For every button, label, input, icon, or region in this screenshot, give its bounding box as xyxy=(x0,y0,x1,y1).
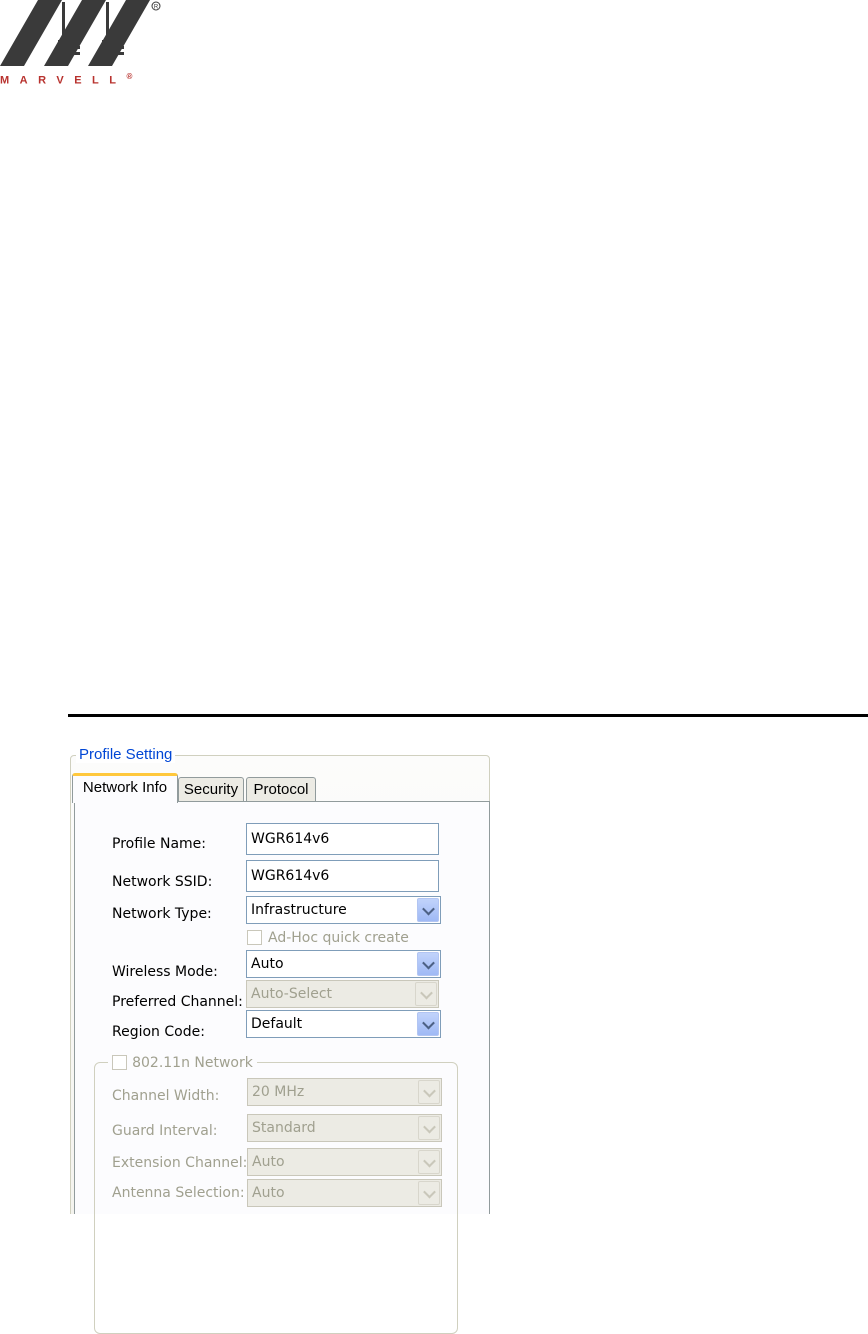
network-type-select[interactable] xyxy=(246,896,441,924)
horizontal-rule xyxy=(68,714,868,717)
guard-interval-dropdown-button[interactable] xyxy=(418,1116,440,1140)
tab-security[interactable]: Security xyxy=(178,777,244,801)
preferred-channel-value: Auto-Select xyxy=(251,986,333,1002)
region-code-dropdown-button[interactable] xyxy=(417,1012,439,1036)
marvell-logo-mark xyxy=(0,0,170,72)
chevron-down-icon xyxy=(420,986,433,999)
channel-width-value: 20 MHz xyxy=(252,1084,305,1100)
n-network-header xyxy=(108,1052,257,1072)
wireless-mode-dropdown-button[interactable] xyxy=(417,952,439,976)
antenna-selection-dropdown-button[interactable] xyxy=(418,1181,440,1205)
channel-width-label: Channel Width: xyxy=(112,1088,220,1104)
region-code-select[interactable] xyxy=(246,1010,441,1038)
profile-name-label: Profile Name: xyxy=(112,836,207,852)
chevron-down-icon xyxy=(423,1185,436,1198)
wireless-mode-select[interactable] xyxy=(246,950,441,978)
profile-name-input[interactable]: WGR614v6 xyxy=(246,823,439,855)
group-title: Profile Setting xyxy=(76,746,175,763)
guard-interval-label: Guard Interval: xyxy=(112,1123,218,1139)
chevron-down-icon xyxy=(422,956,435,969)
antenna-selection-select[interactable] xyxy=(247,1179,442,1207)
chevron-down-icon xyxy=(423,1120,436,1133)
marvell-wordmark xyxy=(0,72,170,87)
n-network-label: 802.11n Network xyxy=(132,1054,253,1071)
antenna-selection-label: Antenna Selection: xyxy=(112,1185,245,1201)
region-code-value: Default xyxy=(251,1016,303,1032)
extension-channel-select[interactable] xyxy=(247,1148,442,1176)
preferred-channel-select[interactable] xyxy=(246,980,439,1008)
brand-name: MARVELL xyxy=(0,74,127,87)
wireless-mode-value: Auto xyxy=(251,956,284,972)
network-type-label: Network Type: xyxy=(112,906,212,922)
network-type-dropdown-button[interactable] xyxy=(417,898,439,922)
tab-protocol[interactable]: Protocol xyxy=(246,777,316,801)
chevron-down-icon xyxy=(423,1084,436,1097)
registered-icon: R xyxy=(153,4,159,11)
chevron-down-icon xyxy=(423,1154,436,1167)
marvell-logo xyxy=(0,0,170,95)
extension-channel-value: Auto xyxy=(252,1154,285,1170)
guard-interval-value: Standard xyxy=(252,1120,316,1136)
network-ssid-input[interactable]: WGR614v6 xyxy=(246,860,439,892)
adhoc-quick-create-label: Ad-Hoc quick create xyxy=(268,930,409,946)
extension-channel-dropdown-button[interactable] xyxy=(418,1150,440,1174)
preferred-channel-dropdown-button[interactable] xyxy=(415,982,437,1006)
guard-interval-select[interactable] xyxy=(247,1114,442,1142)
adhoc-quick-create-checkbox[interactable] xyxy=(247,930,262,945)
n-network-checkbox[interactable] xyxy=(112,1055,127,1070)
chevron-down-icon xyxy=(422,1016,435,1029)
tab-network-info[interactable]: Network Info xyxy=(72,773,178,803)
extension-channel-label: Extension Channel: xyxy=(112,1155,248,1171)
network-type-value: Infrastructure xyxy=(251,902,347,918)
channel-width-select[interactable] xyxy=(247,1078,442,1106)
preferred-channel-label: Preferred Channel: xyxy=(112,994,243,1010)
region-code-label: Region Code: xyxy=(112,1024,205,1040)
channel-width-dropdown-button[interactable] xyxy=(418,1080,440,1104)
network-ssid-label: Network SSID: xyxy=(112,874,213,890)
chevron-down-icon xyxy=(422,902,435,915)
wireless-mode-label: Wireless Mode: xyxy=(112,964,218,980)
antenna-selection-value: Auto xyxy=(252,1185,285,1201)
registered-mark: ® xyxy=(126,72,133,81)
